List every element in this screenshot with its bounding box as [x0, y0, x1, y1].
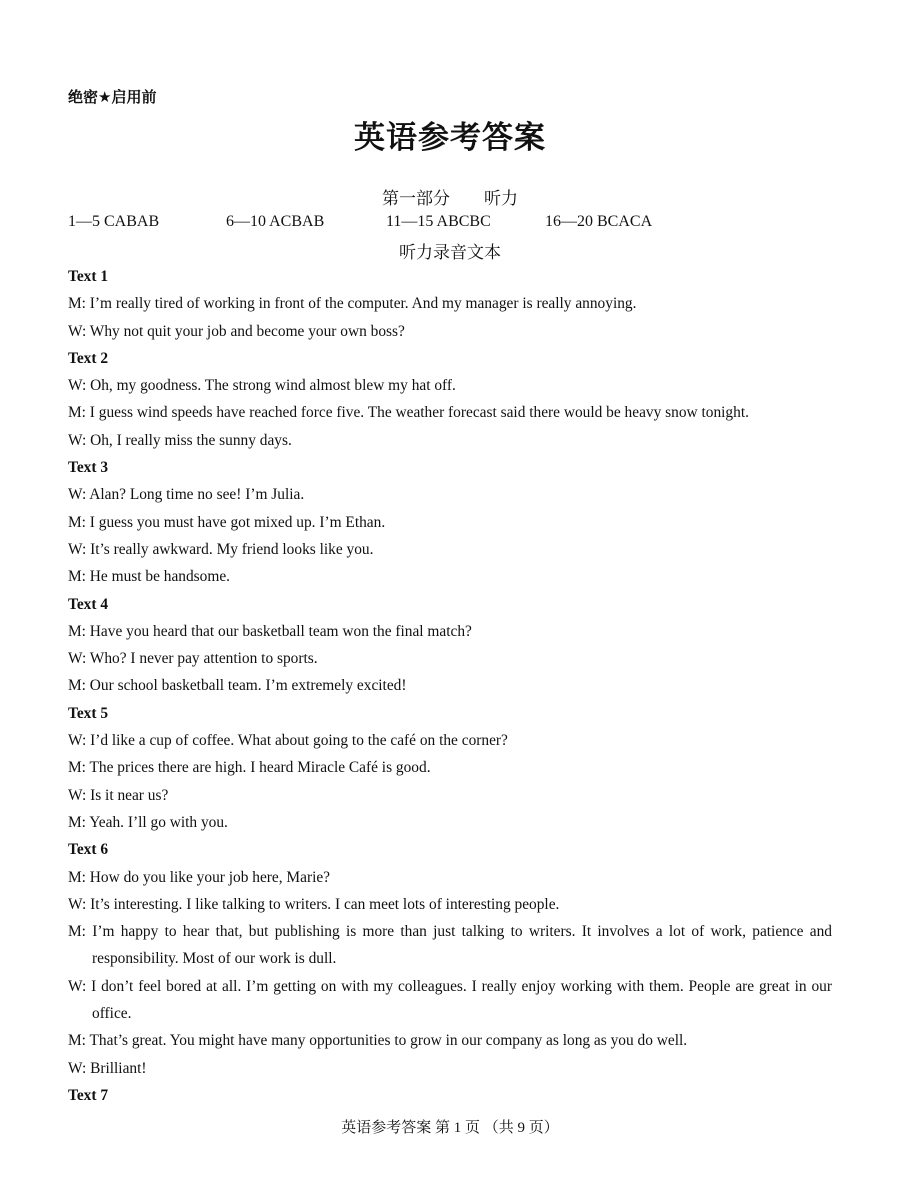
- dialogue-line: M: I guess wind speeds have reached force five. The weather forecast said there would be heavy snow tonight.: [68, 404, 749, 422]
- part-label: 第一部分: [382, 189, 450, 208]
- text-heading: Text 5: [68, 704, 109, 722]
- dialogue-line: W: It’s really awkward. My friend looks like you.: [68, 540, 374, 558]
- dialogue-line: W: I don’t feel bored at all. I’m getting on with my colleagues. I really enjoy working with them. People are great in our office.: [68, 977, 832, 1023]
- dialogue-line: W: It’s interesting. I like talking to writers. I can meet lots of interesting people.: [68, 895, 560, 913]
- dialogue-line: M: I’m really tired of working in front of the computer. And my manager is really annoying.: [68, 295, 637, 313]
- dialogue-line: M: Yeah. I’ll go with you.: [68, 813, 228, 831]
- page-footer: 英语参考答案 第 1 页 （共 9 页）: [341, 1120, 559, 1136]
- part-name: 听力: [484, 189, 518, 208]
- answer-group: 11—15 ABCBC: [386, 213, 491, 230]
- dialogue-line: M: That’s great. You might have many opportunities to grow in our company as long as you do well.: [68, 1032, 688, 1050]
- transcript-title: 听力录音文本: [399, 243, 501, 262]
- dialogue-line: M: I’m happy to hear that, but publishing is more than just talking to writers. It involves a lot of work, patience and responsibility. Most of our work is dull.: [68, 923, 832, 968]
- part-heading: [0, 184, 900, 209]
- answer-group: 16—20 BCACA: [545, 213, 653, 230]
- answer-group: 1—5 CABAB: [68, 213, 160, 230]
- dialogue-line: W: Who? I never pay attention to sports.: [68, 650, 318, 668]
- text-heading: Text 4: [68, 595, 109, 613]
- dialogue-line: M: Have you heard that our basketball team won the final match?: [68, 622, 472, 640]
- text-heading: Text 2: [68, 349, 109, 367]
- dialogue-line: W: I’d like a cup of coffee. What about going to the café on the corner?: [68, 732, 508, 750]
- dialogue-line: M: I guess you must have got mixed up. I’m Ethan.: [68, 513, 386, 531]
- text-heading: Text 6: [68, 841, 109, 859]
- dialogue-line: M: The prices there are high. I heard Miracle Café is good.: [68, 759, 431, 777]
- page-title: 英语参考答案: [354, 120, 546, 156]
- confidential-label: 绝密★启用前: [68, 88, 157, 106]
- dialogue-line: W: Alan? Long time no see! I’m Julia.: [68, 486, 305, 504]
- dialogue-line: W: Brilliant!: [68, 1059, 147, 1077]
- text-heading: Text 1: [68, 268, 109, 285]
- text-heading: Text 7: [68, 1086, 109, 1104]
- answer-group: 6—10 ACBAB: [226, 213, 325, 230]
- dialogue-line: W: Why not quit your job and become your own boss?: [68, 322, 405, 340]
- dialogue-line: M: Our school basketball team. I’m extremely excited!: [68, 677, 407, 695]
- text-heading: Text 3: [68, 459, 109, 477]
- dialogue-line: W: Oh, I really miss the sunny days.: [68, 431, 292, 449]
- dialogue-line: W: Is it near us?: [68, 786, 169, 804]
- dialogue-line: M: How do you like your job here, Marie?: [68, 868, 331, 886]
- dialogue-line: W: Oh, my goodness. The strong wind almost blew my hat off.: [68, 377, 456, 395]
- transcript-body: [68, 263, 832, 1109]
- dialogue-line: M: He must be handsome.: [68, 568, 231, 586]
